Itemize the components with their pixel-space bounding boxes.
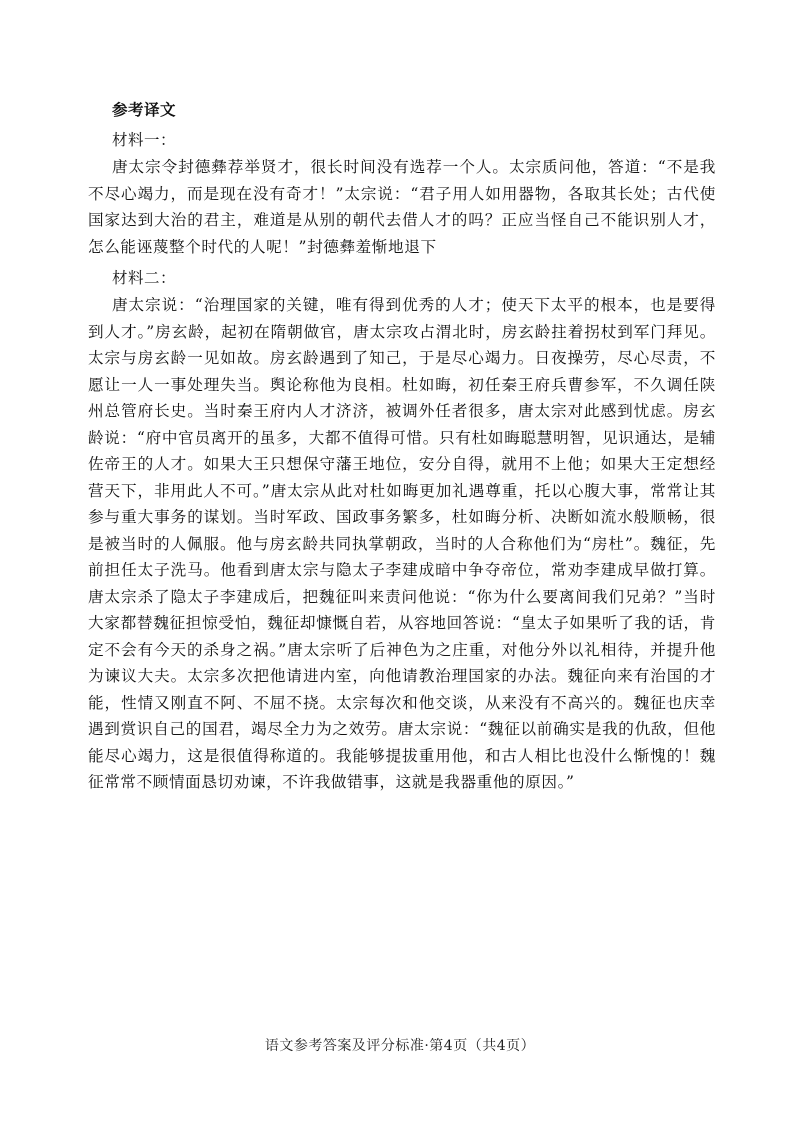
material-1-paragraph: 唐太宗令封德彝荐举贤才，很长时间没有选荐一个人。太宗质问他，答道：“不是我不尽心竭力，而是现在没有奇才！”太宗说：“君子用人如用器物，各取其长处；古代使国家达到大治的君主，难道是从别的朝代去借人才的吗？正应当怪自己不能识别人才，怎么能诬蔑整个时代的人呢！”封德彝羞惭地退下 [88, 158, 716, 256]
material-2-paragraph: 唐太宗说：“治理国家的关键，唯有得到优秀的人才；使天下太平的根本，也是要得到人才。”房玄龄，起初在隋朝做官，唐太宗攻占渭北时，房玄龄拄着拐杖到军门拜见。太宗与房玄龄一见如故。房玄龄遇到了知己，于是尽心竭力。日夜操劳，尽心尽责，不愿让一人一事处理失当。舆论称他为良相。杜如晦，初任秦王府兵曹参军，不久调任陕州总管府长史。当时秦王府内人才济济，被调外任者很多，唐太宗对此感到忧虑。房玄龄说：“府中官员离开的虽多，大都不值得可惜。只有杜如晦聪慧明智，见识通达，是辅佐帝王的人才。如果大王只想保守藩王地位，安分自得，就用不上他；如果大王定想经营天下，非用此人不可。”唐太宗从此对杜如晦更加礼遇尊重，托以心腹大事，常常让其参与重大事务的谋划。当时军政、国政事务繁多，杜如晦分析、决断如流水般顺畅，很是被当时的人佩服。他与房玄龄共同执掌朝政，当时的人合称他们为“房杜”。魏征，先前担任太子洗马。他看到唐太宗与隐太子李建成暗中争夺帝位，常劝李建成早做打算。唐太宗杀了隐太子李建成后，把魏征叫来责问他说：“你为什么要离间我们兄弟？”当时大家都替魏征担惊受怕，魏征却慷慨自若，从容地回答说：“皇太子如果听了我的话，肯定不会有今天的杀身之祸。”唐太宗听了后神色为之庄重，对他分外以礼相待，并提升他为谏议大夫。太宗多次把他请进内室，向他请教治理国家的办法。魏征向来有治国的才能，性情又刚直不阿、不屈不挠。太宗每次和他交谈，从来没有不高兴的。魏征也庆幸遇到赏识自己的国君，竭尽全力为之效劳。唐太宗说：“魏征以前确实是我的仇敌，但他能尽心竭力，这是很值得称道的。我能够提拔重用他，和古人相比也没什么惭愧的！魏征常常不顾情面恳切劝谏，不许我做错事，这就是我器重他的原因。” [88, 296, 716, 791]
material-1-label: 材料一： [112, 131, 177, 149]
section-title: 参考译文 [112, 100, 177, 119]
page-footer: 语文参考答案及评分标准·第4页（共4页） [264, 1038, 536, 1054]
material-2-label: 材料二： [112, 269, 177, 287]
document-body [88, 96, 716, 800]
